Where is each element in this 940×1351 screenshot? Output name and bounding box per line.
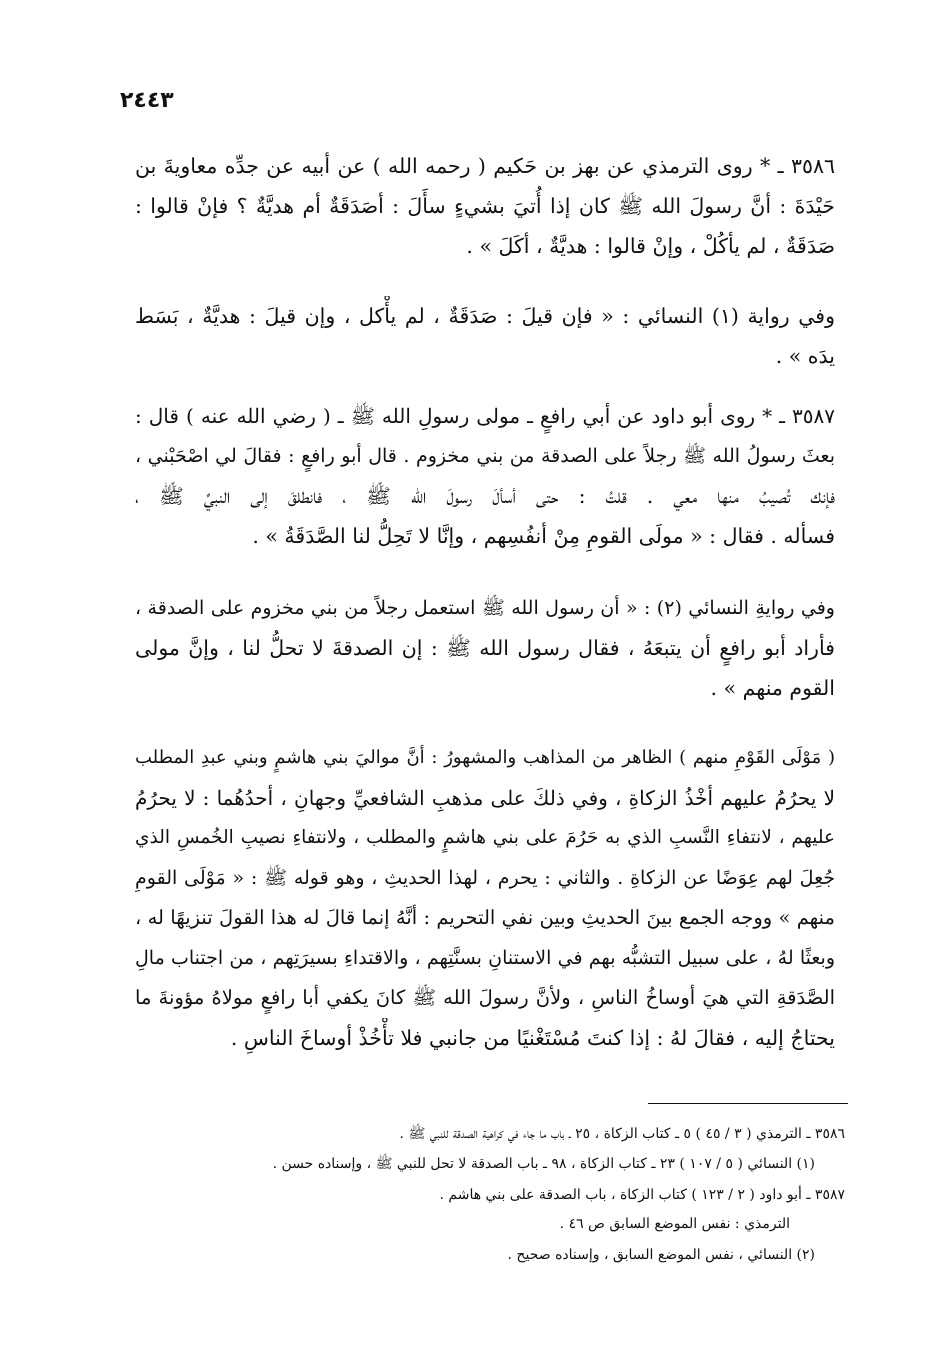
commentary-line-1: ( مَوْلَى القَوْمِ منهم ) الظاهر من المذاهب والمشهورُ : أنَّ مواليَ بني هاشمٍ وبني عبدِ المطلب	[135, 747, 835, 768]
hadith-3586-line-3: صَدَقَةٌ ، لم يأكُلْ ، وإنْ قالوا : هديَّةٌ ، أكَلَ » .	[466, 234, 835, 258]
hadith-3587-line-3: فإنك تُصيبُ منها معي . قلتُ : حتى أسألَ رسولَ الله ﷺ ، فانطلقَ إلى النبيِّ ﷺ ،	[135, 484, 835, 508]
commentary-line-4: جُعِلَ لهم عِوَضًا عن الزكاةِ . والثاني : يحرم ، لهذا الحديثِ ، وهو قوله ﷺ : « مَوْلَى القومِ	[135, 867, 835, 889]
hadith-3587-line-2: بعثَ رسولُ الله ﷺ رجلاً على الصدقة من بني مخزوم . قال أبو رافعٍ : فقالَ لي اصْحَبْني ،	[135, 445, 835, 467]
commentary	[135, 738, 835, 1058]
page-number: ٢٤٤٣	[120, 88, 174, 113]
commentary-line-2: لا يحرُمُ عليهم أخْذُ الزكاةِ ، وفي ذلكَ على مذهبِ الشافعيِّ وجهانِ ، أحدُهُما : لا يحرُمُ	[135, 786, 835, 810]
nasai-narration-1	[135, 296, 835, 376]
commentary-line-8: يحتاجُ إليه ، فقالَ لهُ : إذا كنتَ مُسْتَغْنيًا من جانبي فلا تأْخُذْ أوساخَ الناسِ .	[230, 1026, 835, 1050]
nasai-2-line-2: فأراد أبو رافعٍ أن يتبعَهُ ، فقال رسول الله ﷺ : إن الصدقةَ لا تحلُّ لنا ، وإنَّ مولى	[135, 636, 835, 660]
commentary-line-6: وبعثًا لهُ ، على سبيل التشبُّه بهم في الاستنانِ بسنَّتِهم ، والاقتداءِ بسيرَتِهم ، من اجتناب مالِ	[135, 947, 835, 969]
nasai-1-line-1: وفي رواية (١) النسائي : « فإن قيلَ : صَدَقَةٌ ، لم يأْكل ، وإن قيلَ : هديَّةٌ ، بَسَط	[135, 304, 835, 328]
hadith-3586-line-1: ٣٥٨٦ ـ * روى الترمذي عن بهز بن حَكيم ( رحمه الله ) عن أبيه عن جدِّه معاويةَ بن	[135, 154, 835, 178]
hadith-3586-line-2: حَيْدَةَ : أنَّ رسولَ الله ﷺ كان إذا أُتيَ بشيءٍ سأَلَ : أصَدَقَةٌ أم هديَّةٌ ؟ فإنْ قالوا :	[135, 194, 835, 218]
nasai-2-line-1: وفي روايةِ النسائي (٢) : « أن رسول الله ﷺ استعمل رجلاً من بني مخزوم على الصدقة ،	[135, 597, 835, 619]
footnote-separator	[648, 1103, 848, 1104]
footnote-1: (١) النسائي ( ٥ / ١٠٧ ) ٢٣ ـ كتاب الزكاة ، ٩٨ ـ باب الصدقة لا تحل للنبي ﷺ ، وإسناده حسن .	[272, 1156, 815, 1172]
nasai-narration-2	[135, 588, 835, 708]
nasai-2-line-3: القوم منهم » .	[710, 676, 835, 700]
hadith-3586	[135, 146, 835, 266]
footnote-2: (٢) النسائي ، نفس الموضع السابق ، وإسناده صحيح .	[507, 1247, 815, 1263]
commentary-line-7: الصَّدَقةِ التي هيَ أوساخُ الناسِ ، ولأنَّ رسولَ الله ﷺ كانَ يكفي أبا رافعٍ مولاهُ مؤونةَ ما	[135, 986, 835, 1009]
commentary-line-5: منهم » ووجه الجمع بينَ الحديثِ وبين نفي التحريم : أنَّهُ إنما قالَ له هذا القولَ تنزيهًا له ،	[135, 906, 835, 929]
hadith-3587-line-4: فسأله . فقال : « مولَى القومِ مِنْ أنفُسِهم ، وإنَّا لا تَحِلُّ لنا الصَّدَقَةُ » .	[252, 524, 835, 548]
hadith-3587-line-1: ٣٥٨٧ ـ * روى أبو داود عن أبي رافعٍ ـ مولى رسولِ الله ﷺ ـ ( رضي الله عنه ) قال :	[135, 404, 835, 428]
nasai-1-line-2: يدَه » .	[775, 344, 835, 368]
hadith-3587	[135, 396, 835, 556]
footnote-tirmidhi: الترمذي : نفس الموضع السابق ص ٤٦ .	[559, 1216, 790, 1232]
footnote-3587: ٣٥٨٧ ـ أبو داود ( ٢ / ١٢٣ ) كتاب الزكاة ، باب الصدقة على بني هاشم .	[439, 1187, 845, 1203]
commentary-line-3: عليهم ، لانتفاءِ النَّسبِ الذي به حَرُمَ على بني هاشمٍ والمطلب ، ولانتفاءِ نصيبِ الخُمسِ الذي	[135, 827, 835, 848]
footnote-3586: ٣٥٨٦ ـ الترمذي ( ٣ / ٤٥ ) ٥ ـ كتاب الزكاة ، ٢٥ ـ باب ما جاء في كراهية الصدقة للنبي ﷺ .	[399, 1126, 845, 1142]
